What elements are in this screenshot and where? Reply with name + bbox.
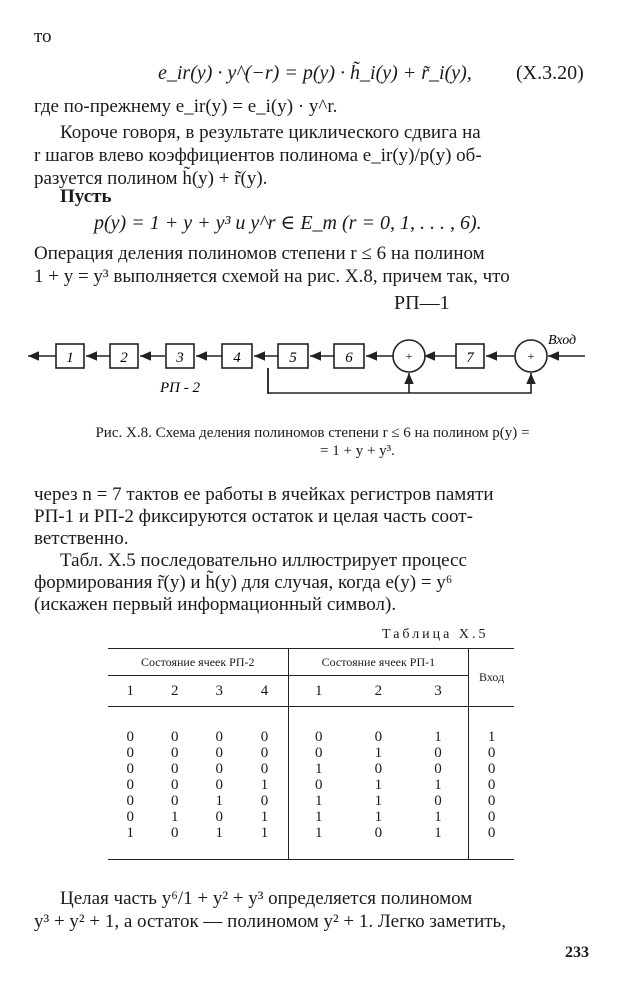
cell-label: 4 — [233, 350, 241, 366]
table-cell: 0 — [434, 793, 442, 809]
table-cell: 1 — [469, 707, 514, 746]
text-line: Пусть — [60, 186, 112, 207]
table-cell: 1 — [374, 809, 383, 825]
table-cell: 0 — [260, 793, 269, 809]
table-cell: 0 — [469, 809, 514, 825]
equation-x320: e_ir(y) · y^(−r) = p(y) · h̃_i(y) + r̃_i(y), — [158, 62, 472, 84]
table-caption: Таблица X.5 — [382, 627, 489, 642]
rp1-label: РП—1 — [394, 292, 450, 314]
table-cell: 1 — [242, 825, 289, 860]
table-row — [108, 707, 514, 746]
table-cell: 0 — [288, 777, 349, 793]
adder-circle — [393, 340, 425, 372]
table-cell: 0 — [126, 729, 134, 745]
column-header: 2 — [153, 676, 198, 707]
table-cell: 0 — [171, 745, 179, 761]
table-cell: 0 — [126, 809, 134, 825]
column-header: 4 — [242, 676, 289, 707]
register-cell — [166, 344, 194, 368]
cell-label: 5 — [289, 350, 297, 366]
cell-label: 1 — [66, 350, 74, 366]
register-cell — [222, 344, 252, 368]
rp1-group-header: Состояние ячеек РП-1 — [288, 649, 469, 676]
register-cell — [110, 344, 138, 368]
register-cell — [334, 344, 364, 368]
table-cell: 1 — [374, 777, 383, 793]
table-cell: 0 — [349, 825, 408, 860]
text-line: через n = 7 тактов ее работы в ячейках регистров памяти — [34, 484, 494, 505]
adder-symbol: + — [527, 349, 535, 363]
table-cell: 1 — [108, 825, 153, 860]
text-line: ветственно. — [34, 528, 129, 549]
figure-caption: Рис. X.8. Схема деления полиномов степени r ≤ 6 на полином p(y) = — [95, 425, 530, 441]
cell-label: 6 — [345, 350, 353, 366]
column-header: 2 — [349, 676, 408, 707]
cell-label: 7 — [466, 350, 474, 366]
table-cell: 0 — [215, 777, 223, 793]
table-cell: 0 — [434, 745, 442, 761]
table-cell: 0 — [171, 793, 179, 809]
column-header: 1 — [108, 676, 153, 707]
table-cell: 0 — [153, 825, 198, 860]
table-cell: 0 — [215, 745, 223, 761]
table-cell: 1 — [288, 793, 349, 809]
table-cell: 0 — [126, 793, 134, 809]
table-cell: 0 — [126, 777, 134, 793]
equation-label: (X.3.20) — [516, 62, 584, 84]
text-line: Табл. X.5 последовательно иллюстрирует процесс — [60, 550, 467, 571]
table-cell: 0 — [215, 809, 223, 825]
cell-label: 3 — [176, 350, 184, 366]
text-line: формирования r̃(y) и h̃(y) для случая, когда e(y) = y⁶ — [34, 572, 453, 593]
table-cell: 0 — [469, 793, 514, 809]
table-cell: 1 — [408, 825, 469, 860]
figure-caption: = 1 + y + y³. — [320, 443, 395, 459]
table-cell: 1 — [171, 809, 179, 825]
table-cell: 0 — [260, 745, 269, 761]
table-cell: 0 — [171, 777, 179, 793]
register-cell — [456, 344, 484, 368]
table-cell: 0 — [215, 729, 223, 745]
table-cell: 0 — [469, 777, 514, 793]
division-circuit-diagram — [0, 318, 625, 424]
table-cell: 1 — [197, 825, 242, 860]
table-cell: 1 — [288, 809, 349, 825]
table-cell: 0 — [469, 745, 514, 761]
rp2-group-header: Состояние ячеек РП-2 — [108, 649, 288, 676]
text-line: Целая часть y⁶/1 + y² + y³ определяется полиномом — [60, 888, 473, 909]
text-line: Операция деления полиномов степени r ≤ 6 на полином — [34, 243, 485, 264]
input-header: Вход — [469, 649, 514, 707]
table-row — [108, 761, 514, 777]
table-cell: 1 — [288, 825, 349, 860]
table-row — [108, 809, 514, 825]
table-cell: 1 — [288, 761, 349, 777]
table-cell: 0 — [215, 761, 223, 777]
table-cell: 0 — [434, 761, 442, 777]
table-cell: 0 — [260, 729, 269, 745]
text-line: где по-прежнему e_ir(y) = e_i(y) · y^r. — [34, 96, 338, 117]
table-cell: 1 — [374, 745, 383, 761]
column-header: 3 — [197, 676, 242, 707]
table-cell: 1 — [215, 793, 223, 809]
table-row — [108, 745, 514, 761]
table-row — [108, 825, 514, 860]
table-cell: 1 — [434, 777, 442, 793]
table-cell: 0 — [260, 761, 269, 777]
column-header: 1 — [288, 676, 349, 707]
text-line: Короче говоря, в результате циклического сдвига на — [60, 122, 481, 143]
input-label: Вход — [548, 333, 577, 348]
table-cell: 1 — [434, 729, 442, 745]
adder-circle — [515, 340, 547, 372]
table-cell: 0 — [288, 745, 349, 761]
text-line: (искажен первый информационный символ). — [34, 594, 397, 615]
table-cell: 0 — [374, 761, 383, 777]
equation-p: p(y) = 1 + y + y³ и y^r ∈ E_m (r = 0, 1, . . . , 6). — [94, 212, 482, 234]
page-number: 233 — [565, 944, 589, 961]
adder-symbol: + — [405, 349, 413, 363]
text-line: разуется полином h̃(y) + r̃(y). — [34, 168, 268, 189]
table-cell: 1 — [434, 809, 442, 825]
register-cell — [56, 344, 84, 368]
cell-label: 2 — [120, 350, 128, 366]
register-cell — [278, 344, 308, 368]
table-row — [108, 777, 514, 793]
text-line: РП-1 и РП-2 фиксируются остаток и целая часть соот- — [34, 506, 473, 527]
table-cell: 1 — [260, 809, 269, 825]
table-cell: 0 — [126, 745, 134, 761]
rp2-label: РП - 2 — [160, 380, 200, 396]
table-cell: 1 — [374, 793, 383, 809]
table-cell: 0 — [374, 729, 383, 745]
table-cell: 0 — [126, 761, 134, 777]
state-table — [108, 648, 514, 860]
text-line: y³ + y² + 1, а остаток — полиномом y² + 1. Легко заметить, — [34, 911, 506, 932]
table-cell: 0 — [469, 761, 514, 777]
table-cell: 0 — [469, 825, 514, 860]
table-cell: 0 — [288, 707, 349, 746]
text-line: то — [34, 26, 52, 47]
table-row — [108, 793, 514, 809]
column-header: 3 — [408, 676, 469, 707]
table-cell: 0 — [171, 761, 179, 777]
table-cell: 0 — [171, 729, 179, 745]
text-line: 1 + y = y³ выполняется схемой на рис. X.8, причем так, что — [34, 266, 510, 287]
table-cell: 1 — [260, 777, 269, 793]
text-line: r шагов влево коэффициентов полинома e_ir(y)/p(y) об- — [34, 145, 482, 166]
